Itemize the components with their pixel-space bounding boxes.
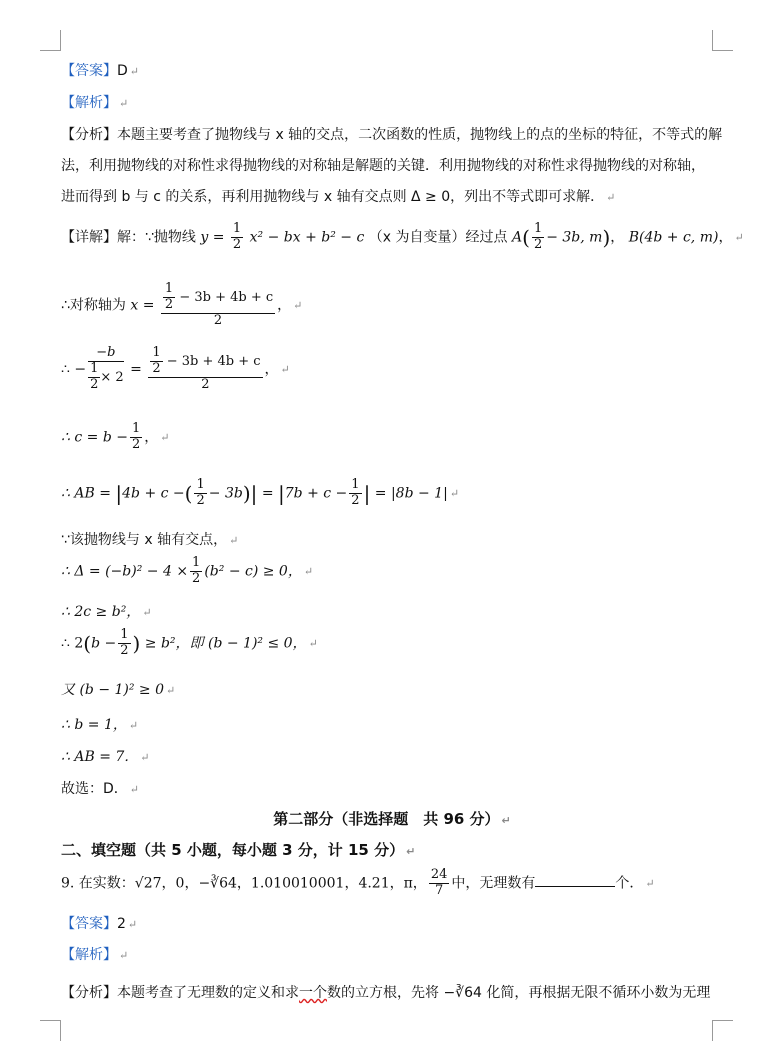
point-a: A	[512, 229, 523, 246]
fraction-half: $\frac{1}{2}$	[232, 221, 242, 252]
q8-fenxi-text-3: 进而得到 b 与 c 的关系，再利用抛物线与 x 轴有交点则 Δ ≥ 0，列出不等式即可求解．	[61, 189, 605, 205]
b-value: ∴ b = 1，	[61, 717, 127, 733]
sym-axis-label: ∴对称轴为	[61, 297, 126, 314]
detail-var: （x 为自变量）经过点	[368, 229, 508, 246]
detail-tag: 【详解】	[61, 229, 117, 246]
point-b: B(4b + c, m)	[628, 229, 719, 246]
q8-answer: D	[117, 63, 128, 79]
c-relation: ∴ c = b −	[61, 429, 128, 446]
q8-answer-line	[61, 60, 139, 80]
corner-mark-bottom-right	[712, 1020, 733, 1041]
also-line: 又 (b − 1)² ≥ 0 ↵	[61, 682, 176, 698]
corner-mark-top-left	[40, 30, 61, 51]
ab-value-line: ∴ AB = 7． ↵	[61, 749, 150, 765]
q9-stem-line: 9. 在实数：√27，0，−∛64，1.010010001，4.21，π， $\frac{24}{7}$ 中，无理数有 个． ↵	[61, 867, 655, 898]
intersect-text: ∵该抛物线与 x 轴有交点，	[61, 532, 228, 548]
corner-mark-top-right	[712, 30, 733, 51]
analysis-tag: 【解析】	[61, 95, 117, 111]
choose-line: 故选：D． ↵	[61, 781, 139, 797]
q9-fenxi-line: 【分析】本题考查了无理数的定义和求一个数的立方根，先将 −∛64 化简，再根据无限不循环小数为无理	[61, 985, 711, 1001]
intersect-line: ∵该抛物线与 x 轴有交点， ↵	[61, 532, 239, 548]
q8-fenxi-text-1: 本题主要考查了抛物线与 x 轴的交点，二次函数的性质，抛物线上的点的坐标的特征，不等式的解	[117, 127, 723, 143]
delta-line: ∴ Δ = (−b)² − 4 × $\frac{1}{2}$ (b² − c) ≥ 0， ↵	[61, 555, 314, 586]
fenxi-tag: 【分析】	[61, 127, 117, 143]
paragraph-mark: ↵	[129, 65, 139, 78]
ab-value: ∴ AB = 7．	[61, 749, 139, 765]
ineq2-text: ≥ b²，即 (b − 1)² ≤ 0，	[144, 635, 307, 652]
q8-detail-line: 【详解】解：∵抛物线 y = $\frac{1}{2}$ x² − bx + b² − c （x 为自变量）经过点 A( $\frac{1}{2}$ − 3b, m)， B(4b + c, m)， ↵	[61, 221, 744, 252]
q9-stem-a: 9. 在实数：√27，0，−∛64，1.010010001，4.21，π，	[61, 875, 427, 892]
q9-analysis-line: 【解析】 ↵	[61, 947, 129, 963]
q9-answer-blank	[535, 872, 615, 887]
b-value-line: ∴ b = 1， ↵	[61, 717, 139, 733]
ab-length-line: ∴ AB = |4b + c −( $\frac{1}{2}$ − 3b)| = |7b + c − $\frac{1}{2}$ | = |8b − 1| ↵	[61, 477, 460, 508]
ineq2-line: ∴ 2(b − $\frac{1}{2}$ ) ≥ b²，即 (b − 1)² ≤ 0， ↵	[61, 627, 318, 658]
also-text: 又 (b − 1)² ≥ 0	[61, 682, 165, 698]
sym-axis-line: ∴对称轴为 x = $\frac{1}{2}$ − 3b + 4b + c 2 ， ↵	[61, 281, 303, 328]
corner-mark-bottom-left	[40, 1020, 61, 1041]
c-relation-line: ∴ c = b − $\frac{1}{2}$ ， ↵	[61, 421, 170, 452]
parabola-equation: y =	[200, 229, 225, 246]
delta-text: ∴ Δ = (−b)² − 4 ×	[61, 563, 189, 580]
answer-tag: 【答案】	[61, 916, 117, 932]
sym-axis-fraction: $\frac{1}{2}$ − 3b + 4b + c 2	[161, 282, 275, 329]
wavy-underline-word: 一个	[299, 985, 327, 1001]
axis-equation-line: ∴ − −b $\frac{1}{2}$ × 2 = $\frac{1}{2}$ − 3b + 4b + c 2 ， ↵	[61, 345, 290, 392]
q8-fenxi-line-1	[61, 124, 722, 144]
axis-right-fraction: $\frac{1}{2}$ − 3b + 4b + c 2	[148, 346, 262, 393]
q8-fenxi-line-3: 进而得到 b 与 c 的关系，再利用抛物线与 x 轴有交点则 Δ ≥ 0，列出不等式即可求解． ↵	[61, 189, 616, 205]
detail-intro: 解：∵抛物线	[117, 229, 196, 246]
q9-answer: 2	[117, 916, 126, 932]
ineq1-text: ∴ 2c ≥ b²，	[61, 604, 141, 620]
section-heading: 二、填空题（共 5 小题，每小题 3 分，计 15 分） ↵	[61, 841, 416, 859]
q8-fenxi-text-2: 法，利用抛物线的对称性求得抛物线的对称轴是解题的关键．利用抛物线的对称性求得抛物线的对称轴，	[61, 158, 705, 174]
q9-stem-c: 个．	[615, 875, 644, 892]
q8-fenxi-line-2	[61, 155, 705, 175]
q8-analysis-line: 【解析】 ↵	[61, 95, 129, 111]
part2-title: 第二部分（非选择题 共 96 分） ↵	[273, 810, 511, 828]
choose-text: 故选：D．	[61, 781, 128, 797]
fenxi-tag: 【分析】	[61, 985, 117, 1001]
ineq1-line: ∴ 2c ≥ b²， ↵	[61, 604, 152, 620]
q9-stem-b: 中，无理数有	[451, 875, 536, 892]
q9-answer-line: 【答案】2 ↵	[61, 916, 138, 932]
answer-tag: 【答案】	[61, 63, 117, 79]
ab-label: ∴ AB =	[61, 485, 111, 502]
analysis-tag: 【解析】	[61, 947, 117, 963]
axis-left-fraction: −b $\frac{1}{2}$ × 2	[90, 345, 124, 392]
q9-fraction: $\frac{24}{7}$	[430, 867, 448, 898]
